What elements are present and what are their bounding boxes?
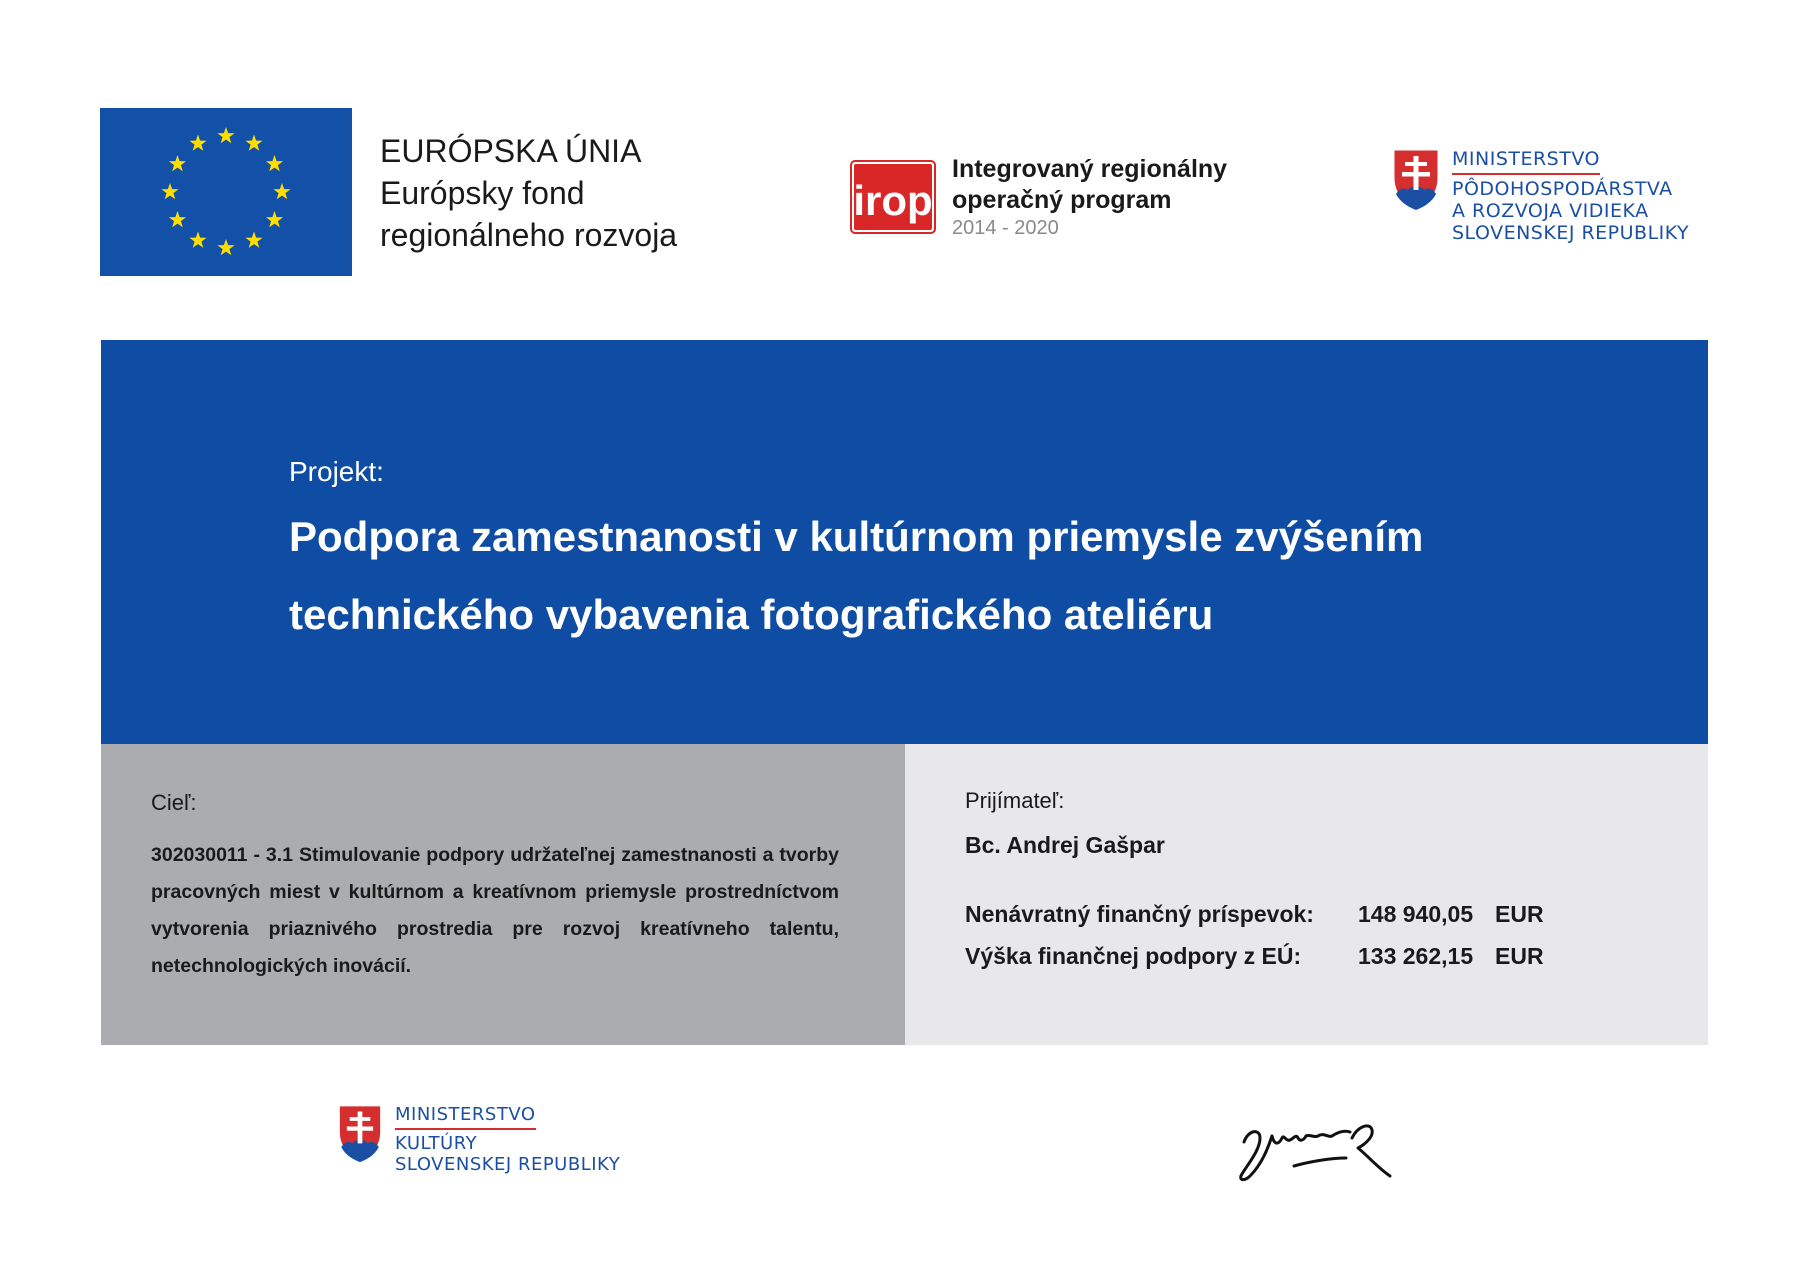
irop-text — [952, 154, 1227, 240]
eu-support-label: Výška finančnej podpory z EÚ: — [965, 943, 1302, 969]
eu-flag-icon — [100, 108, 352, 276]
eu-text — [380, 130, 677, 256]
eu-line-1: EURÓPSKA ÚNIA — [380, 133, 642, 169]
irop-line-2: operačný program — [952, 186, 1172, 214]
irop-years: 2014 - 2020 — [952, 217, 1059, 239]
slovak-crest-icon — [337, 1104, 383, 1164]
eu-line-3: regionálneho rozvoja — [380, 217, 678, 253]
ministry-agri-line-4: SLOVENSKEJ REPUBLIKY — [1452, 222, 1690, 244]
eu-support-currency: EUR — [1495, 943, 1544, 969]
grant-value: 148 940,05 — [1358, 901, 1474, 927]
goal-text: 302030011 - 3.1 Stimulovanie podpory udržateľnej zamestnanosti a tvorby pracovných miest v kultúrnom a kreatívnom priemysle prostredníctvom vytvorenia priaznivého prostredia pre rozvoj kreatívneho talentu, netechnologických inovácií. — [151, 844, 839, 977]
ministry-agri-line-1: MINISTERSTVO — [1452, 148, 1600, 175]
irop-logo-text: irop — [853, 177, 933, 224]
irop-line-1: Integrovaný regionálny — [952, 155, 1228, 183]
recipient-panel — [905, 744, 1708, 1045]
ministry-culture-logo — [337, 1104, 620, 1175]
ministry-culture-line-1: MINISTERSTVO — [395, 1104, 536, 1130]
ministry-agriculture-logo — [1392, 148, 1689, 244]
goal-label: Cieľ: — [151, 790, 197, 815]
irop-logo-icon — [850, 160, 936, 234]
ministry-agriculture-text — [1452, 148, 1689, 244]
eu-support-value: 133 262,15 — [1358, 943, 1474, 969]
ministry-agri-line-3: A ROZVOJA VIDIEKA — [1452, 200, 1649, 222]
ministry-culture-line-3: SLOVENSKEJ REPUBLIKY — [395, 1154, 621, 1175]
ministry-culture-line-2: KULTÚRY — [395, 1133, 478, 1154]
project-title: Podpora zamestnanosti v kultúrnom priemysle zvýšením technického vybavenia fotografického ateliéru — [289, 513, 1424, 638]
ministry-culture-text — [395, 1104, 620, 1175]
eu-line-2: Európsky fond — [380, 175, 585, 211]
signature-icon — [1234, 1108, 1396, 1184]
ministry-agri-line-2: PÔDOHOSPODÁRSTVA — [1452, 178, 1673, 200]
eu-flag — [100, 108, 352, 276]
project-label: Projekt: — [289, 456, 384, 487]
recipient-label: Prijímateľ: — [965, 788, 1065, 813]
grant-currency: EUR — [1495, 901, 1544, 927]
slovak-crest-icon — [1392, 148, 1440, 212]
grant-label: Nenávratný finančný príspevok: — [965, 901, 1314, 927]
project-panel — [101, 340, 1708, 744]
goal-panel — [101, 744, 905, 1045]
recipient-name: Bc. Andrej Gašpar — [965, 832, 1165, 858]
